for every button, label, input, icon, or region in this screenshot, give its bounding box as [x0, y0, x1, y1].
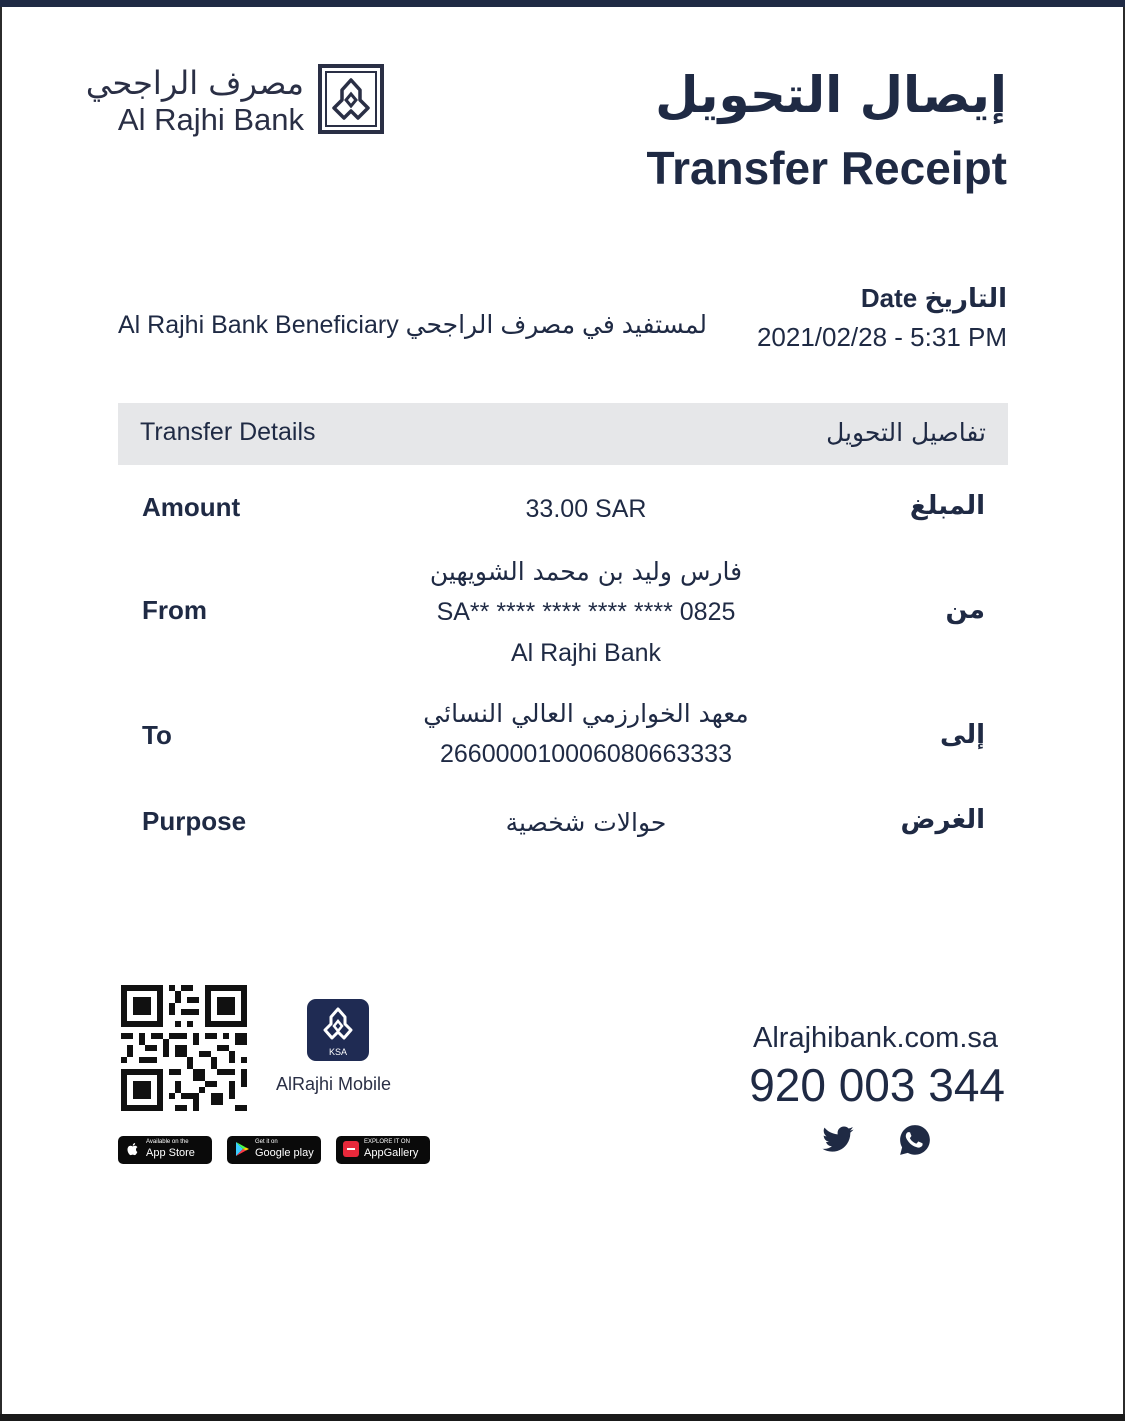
from-label-english: From — [142, 595, 207, 625]
badge-main-text: Google play — [255, 1147, 314, 1159]
from-account: SA** **** **** **** **** 0825 — [436, 598, 736, 626]
from-bank: Al Rajhi Bank — [510, 639, 662, 667]
badge-small-text: Get it on — [255, 1139, 278, 1145]
receipt-title-english: Transfer Receipt — [646, 142, 1007, 194]
from-label-arabic: من — [945, 595, 985, 625]
logo-text-english: Al Rajhi Bank — [117, 102, 304, 137]
top-border — [0, 0, 1125, 7]
to-label-english: To — [142, 720, 172, 750]
qr-code-icon[interactable] — [121, 985, 247, 1111]
to-label-arabic: إلى — [940, 720, 985, 750]
google-play-icon — [234, 1141, 250, 1157]
bottom-border — [0, 1414, 1125, 1421]
al-rajhi-mark-icon — [318, 1005, 358, 1045]
app-icon-label: KSA — [328, 1047, 347, 1057]
al-rajhi-logo-icon — [318, 64, 384, 134]
huawei-icon — [343, 1141, 359, 1157]
date-value: 2021/02/28 - 5:31 PM — [756, 322, 1007, 352]
left-edge — [0, 7, 2, 1414]
section-title-english: Transfer Details — [140, 418, 316, 446]
amount-label-arabic: المبلغ — [909, 491, 985, 521]
to-account: 266000010006080663333 — [440, 740, 732, 768]
whatsapp-icon[interactable] — [898, 1123, 932, 1157]
receipt-title-arabic: إيصال التحويل — [655, 66, 1007, 124]
alrajhi-mobile-app-icon[interactable] — [307, 999, 369, 1061]
amount-label-english: Amount — [142, 492, 241, 522]
beneficiary-type: Al Rajhi Bank Beneficiary لمستفيد في مصرف الراجحي — [118, 311, 708, 339]
twitter-icon[interactable] — [821, 1123, 855, 1157]
date-label: Date التاريخ — [860, 283, 1007, 313]
bank-logo — [85, 64, 384, 138]
app-store-badge[interactable] — [118, 1136, 212, 1164]
logo-text-arabic: مصرف الراجحي — [85, 64, 304, 102]
to-name: معهد الخوارزمي العالي النسائي — [423, 699, 749, 728]
section-title-arabic: تفاصيل التحويل — [826, 418, 986, 447]
purpose-value: حوالات شخصية — [505, 808, 667, 837]
transfer-details-header — [118, 403, 1008, 465]
purpose-label-arabic: الغرض — [900, 805, 985, 835]
badge-main-text: App Store — [146, 1147, 195, 1159]
amount-value: 33.00 SAR — [525, 495, 647, 523]
badge-main-text: AppGallery — [364, 1147, 419, 1159]
badge-small-text: Available on the — [146, 1139, 189, 1145]
appgallery-badge[interactable] — [336, 1136, 430, 1164]
apple-icon — [125, 1141, 141, 1157]
app-name: AlRajhi Mobile — [276, 1074, 392, 1094]
phone-number[interactable]: 920 003 344 — [749, 1059, 1005, 1111]
google-play-badge[interactable] — [227, 1136, 321, 1164]
badge-small-text: EXPLORE IT ON — [364, 1139, 410, 1145]
purpose-label-english: Purpose — [142, 806, 247, 836]
from-name: فارس وليد بن محمد الشويهين — [429, 557, 743, 586]
website-link[interactable]: Alrajhibank.com.sa — [753, 1022, 998, 1054]
